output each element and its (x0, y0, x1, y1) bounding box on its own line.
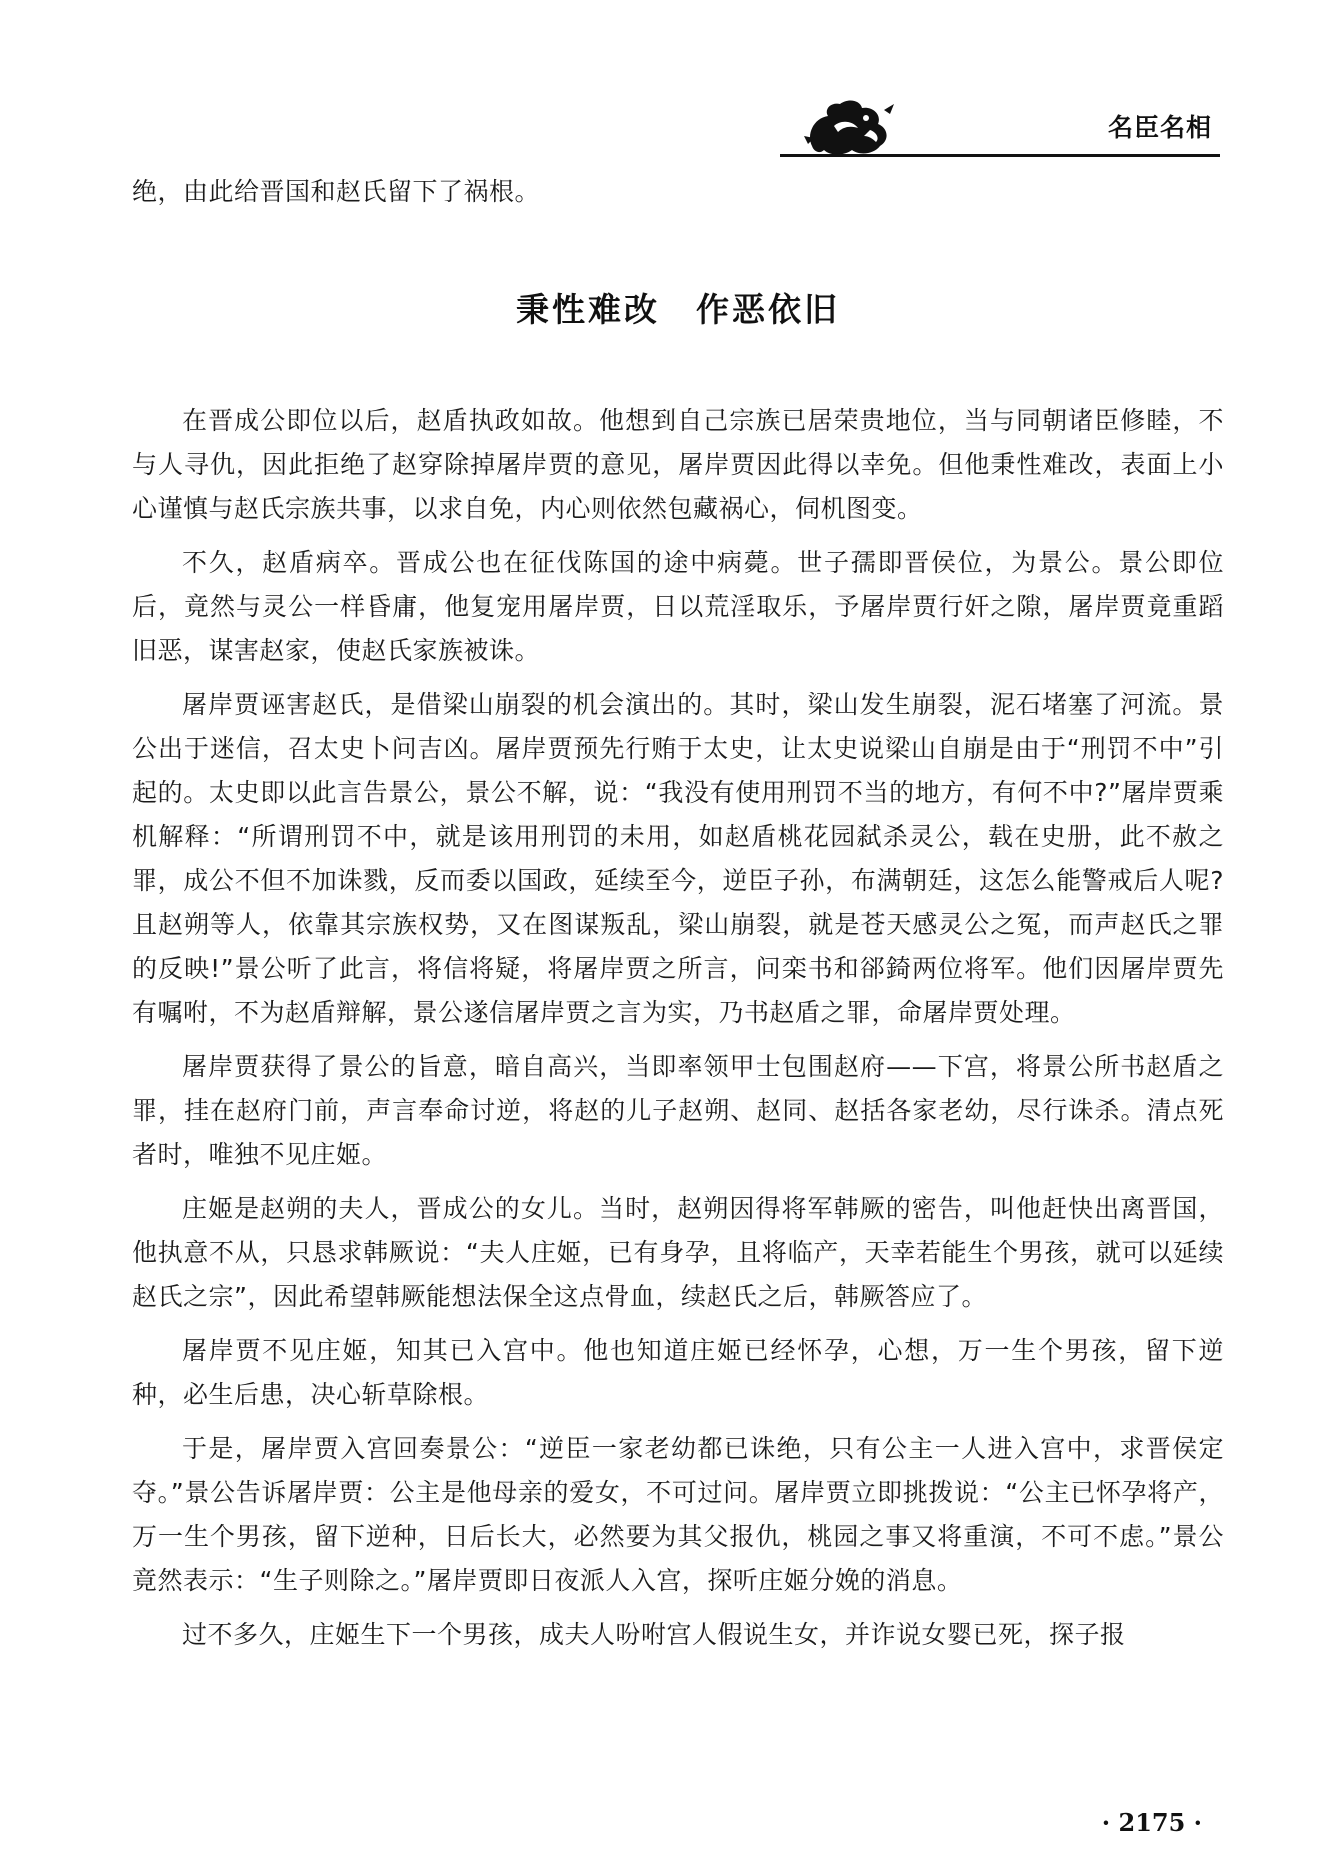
paragraph: 过不多久，庄姬生下一个男孩，成夫人吩咐宫人假说生女，并诈说女婴已死，探子报 (182, 1620, 1126, 1649)
continuation-paragraph: 绝，由此给晋国和赵氏留下了祸根。 (132, 177, 541, 206)
paragraph: 屠岸贾诬害赵氏，是借梁山崩裂的机会演出的。其时，梁山发生崩裂，泥石堵塞了河流。景公出于迷信，召太史卜问吉凶。屠岸贾预先行贿于太史，让太史说梁山自崩是由于“刑罚不中”引起的。太史即以此言告景公，景公不解，说：“我没有使用刑罚不当的地方，有何不中?”屠岸贾乘机解释：“所谓刑罚不中，就是该用刑罚的未用，如赵盾桃花园弑杀灵公，载在史册，此不赦之罪，成公不但不加诛戮，反而委以国政，延续至今，逆臣子孙，布满朝廷，这怎么能警戒后人呢? 且赵朔等人，依靠其宗族权势，又在图谋叛乱，梁山崩裂，就是苍天感灵公之冤，而声赵氏之罪的反映!”景公听了此言，将信将疑，将屠岸贾之所言，问栾书和郤錡两位将军。他们因屠岸贾先有嘱咐，不为赵盾辩解，景公遂信屠岸贾之言为实，乃书赵盾之罪，命屠岸贾处理。 (132, 690, 1224, 1027)
page-number: · 2175 · (1101, 1808, 1202, 1837)
header-rule (780, 154, 1220, 157)
section-title: 秉性难改 作恶依旧 (516, 290, 840, 329)
paragraph: 不久，赵盾病卒。晋成公也在征伐陈国的途中病薨。世子孺即晋侯位，为景公。景公即位后，竟然与灵公一样昏庸，他复宠用屠岸贾，日以荒淫取乐，予屠岸贾行奸之隙，屠岸贾竟重蹈旧恶，谋害赵家，使赵氏家族被诛。 (132, 548, 1224, 665)
header-title: 名臣名相 (1107, 113, 1212, 142)
paragraph: 屠岸贾获得了景公的旨意，暗自高兴，当即率领甲士包围赵府——下宫，将景公所书赵盾之罪，挂在赵府门前，声言奉命讨逆，将赵的儿子赵朔、赵同、赵括各家老幼，尽行诛杀。清点死者时，唯独不见庄姬。 (132, 1052, 1224, 1169)
page-body (132, 170, 1224, 1667)
dragon-emblem-icon (800, 96, 896, 160)
paragraph: 在晋成公即位以后，赵盾执政如故。他想到自己宗族已居荣贵地位，当与同朝诸臣修睦，不与人寻仇，因此拒绝了赵穿除掉屠岸贾的意见，屠岸贾因此得以幸免。但他秉性难改，表面上小心谨慎与赵氏宗族共事，以求自免，内心则依然包藏祸心，伺机图变。 (132, 406, 1224, 523)
paragraph: 屠岸贾不见庄姬，知其已入宫中。他也知道庄姬已经怀孕，心想，万一生个男孩，留下逆种，必生后患，决心斩草除根。 (132, 1336, 1224, 1409)
paragraph: 于是，屠岸贾入宫回奏景公：“逆臣一家老幼都已诛绝，只有公主一人进入宫中，求晋侯定夺。”景公告诉屠岸贾：公主是他母亲的爱女，不可过问。屠岸贾立即挑拨说：“公主已怀孕将产，万一生个男孩，留下逆种，日后长大，必然要为其父报仇，桃园之事又将重演，不可不虑。”景公竟然表示：“生子则除之。”屠岸贾即日夜派人入宫，探听庄姬分娩的消息。 (132, 1434, 1224, 1595)
paragraph: 庄姬是赵朔的夫人，晋成公的女儿。当时，赵朔因得将军韩厥的密告，叫他赶快出离晋国，他执意不从，只恳求韩厥说：“夫人庄姬，已有身孕，且将临产，天幸若能生个男孩，就可以延续赵氏之宗”，因此希望韩厥能想法保全这点骨血，续赵氏之后，韩厥答应了。 (132, 1194, 1224, 1311)
running-header (780, 96, 1220, 158)
